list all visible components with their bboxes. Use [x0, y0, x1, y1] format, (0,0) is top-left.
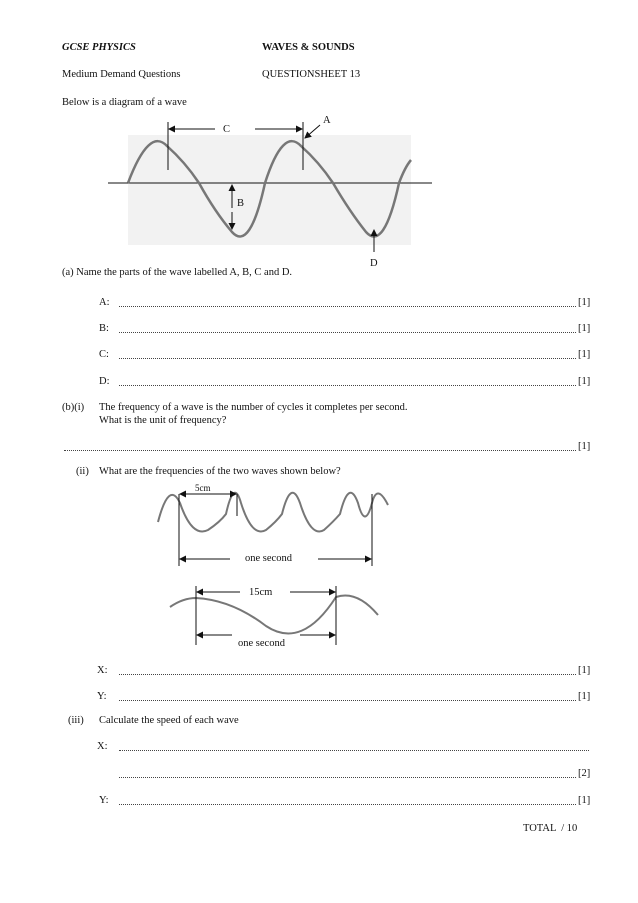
intro-text: Below is a diagram of a wave	[62, 97, 187, 108]
answer-x-frequency-mark: [1]	[578, 665, 591, 676]
answer-y-speed-line[interactable]	[119, 803, 576, 805]
questionsheet-number: QUESTIONSHEET 13	[262, 69, 361, 80]
question-a-prompt: (a) Name the parts of the wave labelled A, B, C and D.	[62, 267, 293, 278]
answer-x-frequency-label: X:	[97, 665, 108, 676]
label-a: A	[323, 115, 331, 126]
answer-b-label: B:	[99, 323, 109, 334]
wave-y-length-label: 15cm	[249, 587, 273, 598]
label-c: C	[223, 124, 231, 135]
wave-x-time-label: one second	[245, 553, 292, 564]
question-b3-text: Calculate the speed of each wave	[99, 715, 239, 726]
answer-frequency-unit-line[interactable]	[64, 449, 576, 451]
answer-y-speed-label: Y:	[99, 795, 109, 806]
wave-diagram-background	[128, 135, 411, 245]
answer-x-speed-label: X:	[97, 741, 108, 752]
wave-x	[158, 493, 388, 532]
answer-a-line[interactable]	[119, 305, 576, 307]
answer-x-speed-line-1[interactable]	[119, 749, 589, 751]
answer-x-speed-mark: [2]	[578, 768, 591, 779]
answer-frequency-unit-mark: [1]	[578, 441, 591, 452]
wave-y-time-label: one second	[238, 638, 285, 649]
topic-heading: WAVES & SOUNDS	[262, 42, 355, 53]
demand-level: Medium Demand Questions	[62, 69, 181, 80]
wave-x-length-label: 5cm	[195, 483, 211, 493]
answer-y-frequency-line[interactable]	[119, 699, 576, 701]
answer-y-speed-mark: [1]	[578, 795, 591, 806]
subject-heading: GCSE PHYSICS	[62, 42, 136, 53]
total-marks: TOTAL / 10	[523, 823, 578, 834]
answer-a-mark: [1]	[578, 297, 591, 308]
answer-b-mark: [1]	[578, 323, 591, 334]
question-b2-text: What are the frequencies of the two waves shown below?	[99, 466, 341, 477]
wave-y	[170, 595, 378, 633]
answer-d-label: D:	[99, 376, 110, 387]
answer-y-frequency-mark: [1]	[578, 691, 591, 702]
question-b3-number: (iii)	[68, 715, 84, 726]
answer-c-label: C:	[99, 349, 109, 360]
answer-y-frequency-label: Y:	[97, 691, 107, 702]
answer-c-line[interactable]	[119, 357, 576, 359]
answer-d-mark: [1]	[578, 376, 591, 387]
label-b: B	[237, 198, 245, 209]
answer-d-line[interactable]	[119, 384, 576, 386]
answer-b-line[interactable]	[119, 331, 576, 333]
answer-c-mark: [1]	[578, 349, 591, 360]
answer-a-label: A:	[99, 297, 110, 308]
answer-x-frequency-line[interactable]	[119, 673, 576, 675]
answer-x-speed-line-2[interactable]	[119, 776, 576, 778]
question-b2-number: (ii)	[76, 466, 89, 477]
question-b-text-1: The frequency of a wave is the number of cycles it completes per second.	[99, 402, 408, 413]
label-d: D	[370, 258, 378, 269]
question-b-text-2: What is the unit of frequency?	[99, 415, 227, 426]
question-b-number: (b)(i)	[62, 402, 85, 413]
